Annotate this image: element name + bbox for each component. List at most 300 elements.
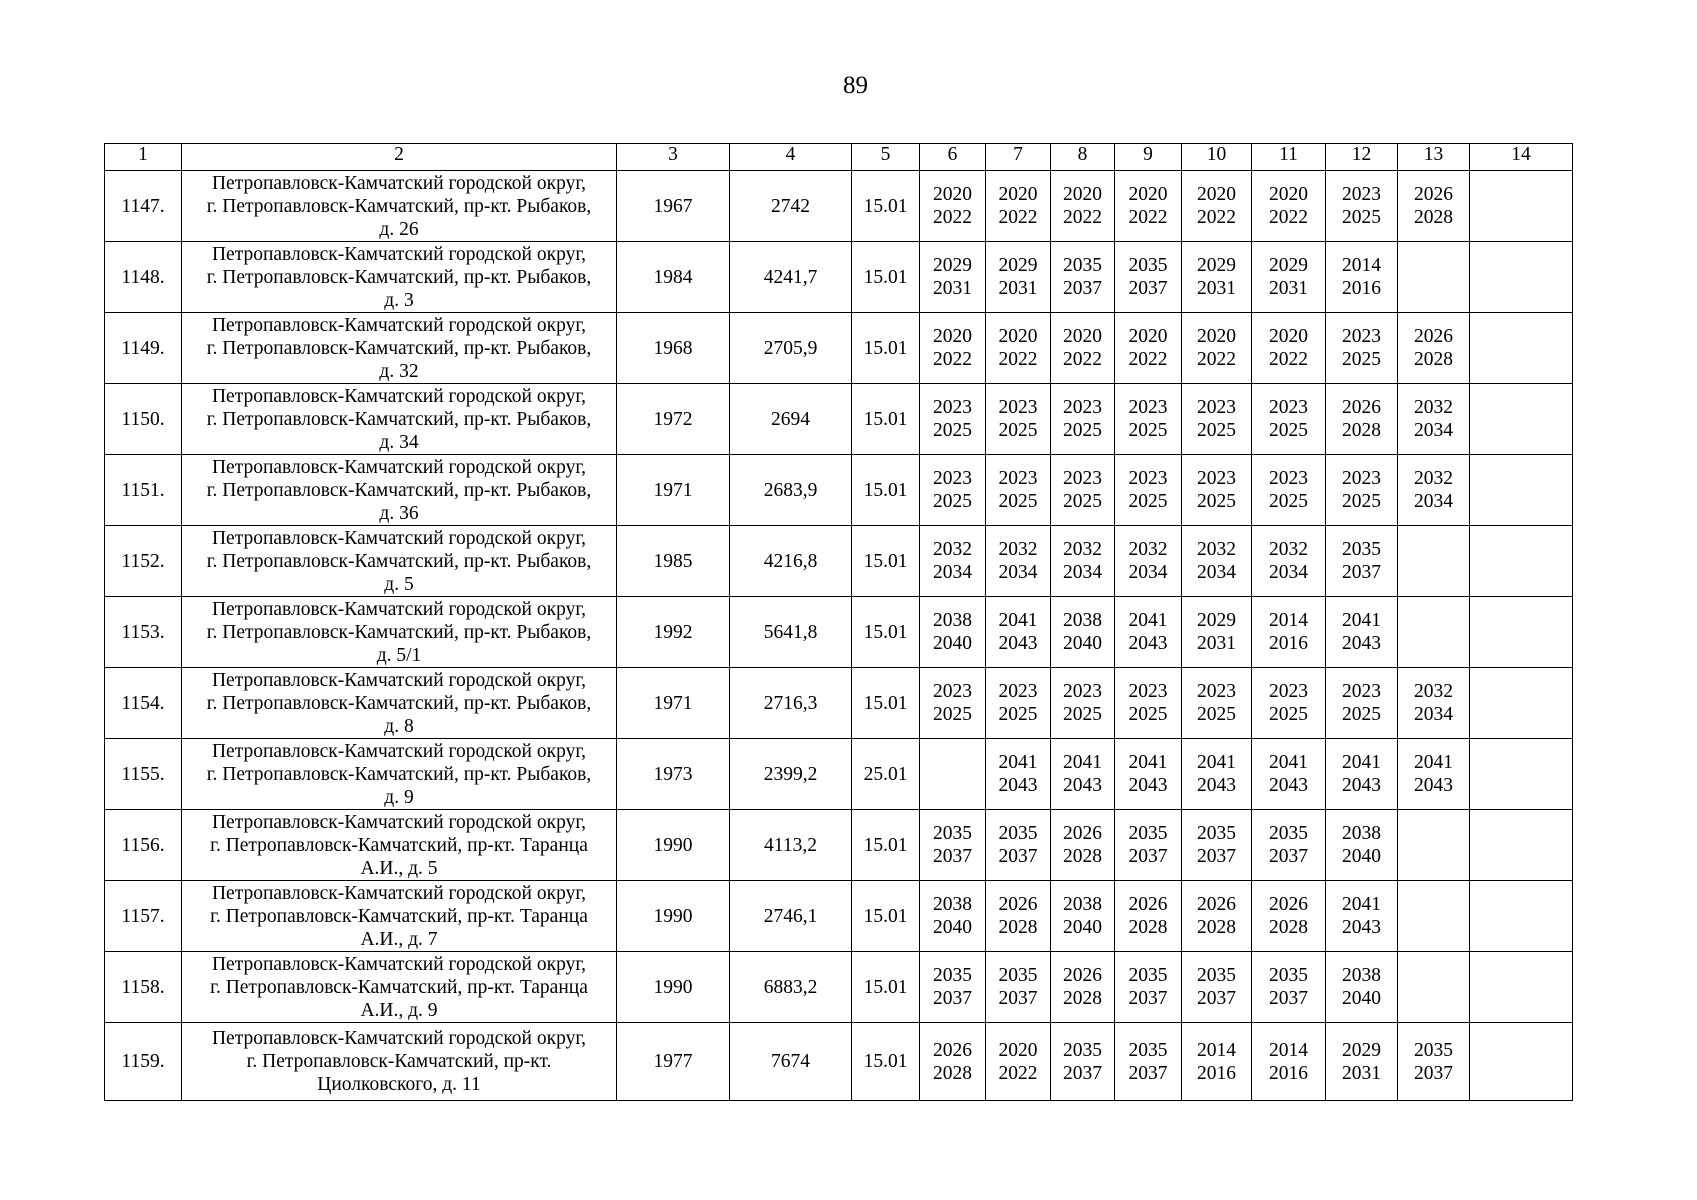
period-cell: [1182, 313, 1252, 384]
period-end: 2043: [1063, 775, 1102, 796]
period-end: 2031: [998, 278, 1038, 299]
period-start: 2020: [1269, 184, 1308, 205]
period-cell: [920, 1023, 986, 1101]
period-start: 2035: [933, 823, 972, 844]
period-end: 2028: [1414, 349, 1453, 370]
period-end: 2016: [1269, 1062, 1308, 1084]
period-end: 2025: [1342, 207, 1381, 228]
row-number: 1155.: [105, 739, 182, 810]
period-end: 2037: [1197, 846, 1236, 867]
address-line: Петропавловск-Камчатский городской округ,: [211, 598, 587, 620]
period-start: 2023: [1342, 326, 1381, 347]
period-start: 2041: [1342, 752, 1381, 773]
period-cell: [1182, 384, 1252, 455]
period-start: 2029: [1197, 255, 1236, 276]
period-cell: [1051, 952, 1115, 1023]
address-line: д. 8: [384, 715, 414, 737]
column-header: 12: [1326, 144, 1398, 171]
address-line: Петропавловск-Камчатский городской округ,: [211, 527, 587, 549]
period-cell: [1326, 1023, 1398, 1101]
address-line: г. Петропавловск-Камчатский, пр-кт. Рыбаков,: [206, 621, 592, 643]
type-code: 15.01: [852, 810, 920, 881]
period-cell: [986, 384, 1051, 455]
period-cell: [1470, 171, 1573, 242]
period-start: 2032: [1414, 468, 1453, 489]
total-area: 5641,8: [730, 597, 852, 668]
total-area: 4216,8: [730, 526, 852, 597]
address-line: д. 26: [379, 218, 419, 240]
period-start: 2032: [933, 539, 972, 560]
address-line: А.И., д. 5: [360, 857, 438, 879]
address-cell: [182, 881, 617, 952]
period-start: 2038: [1063, 610, 1102, 631]
period-cell: [986, 810, 1051, 881]
period-start: 2041: [1342, 610, 1381, 631]
address-line: Петропавловск-Камчатский городской округ,: [211, 740, 587, 762]
period-end: 2037: [1342, 562, 1381, 583]
period-end: 2034: [1414, 491, 1453, 512]
period-start: 2041: [998, 752, 1038, 773]
period-cell: [1252, 881, 1326, 952]
period-end: 2025: [1269, 704, 1308, 725]
address-line: Петропавловск-Камчатский городской округ,: [211, 669, 587, 691]
period-start: 2014: [1342, 255, 1381, 276]
period-cell: [1398, 810, 1470, 881]
period-end: 2025: [1128, 704, 1168, 725]
address-line: Петропавловск-Камчатский городской округ,: [211, 882, 587, 904]
type-code: 15.01: [852, 952, 920, 1023]
period-cell: [1398, 881, 1470, 952]
period-cell: [1115, 597, 1182, 668]
table-row: [105, 526, 1573, 597]
period-start: 2014: [1269, 1039, 1308, 1061]
period-cell: [1051, 881, 1115, 952]
row-number: 1147.: [105, 171, 182, 242]
period-cell: [986, 881, 1051, 952]
period-start: 2035: [1197, 965, 1236, 986]
period-start: 2035: [1269, 965, 1308, 986]
period-end: 2043: [1128, 775, 1168, 796]
row-number: 1149.: [105, 313, 182, 384]
column-header: 13: [1398, 144, 1470, 171]
period-cell: [1051, 668, 1115, 739]
period-start: 2020: [1063, 326, 1102, 347]
period-cell: [920, 171, 986, 242]
period-end: 2025: [1197, 491, 1236, 512]
period-end: 2022: [1128, 349, 1168, 370]
period-start: 2023: [1063, 397, 1102, 418]
period-cell: [920, 881, 986, 952]
column-header: 4: [730, 144, 852, 171]
period-end: 2028: [998, 917, 1038, 938]
period-cell: [920, 526, 986, 597]
period-end: 2040: [1342, 988, 1381, 1009]
table-row: [105, 739, 1573, 810]
column-header: 6: [920, 144, 986, 171]
period-end: 2028: [1342, 420, 1381, 441]
period-cell: [1051, 810, 1115, 881]
table-row: [105, 1023, 1573, 1101]
construction-year: 1971: [617, 455, 730, 526]
period-cell: [1115, 810, 1182, 881]
period-cell: [1398, 739, 1470, 810]
address-line: А.И., д. 7: [360, 928, 438, 950]
period-start: 2023: [998, 468, 1038, 489]
period-end: 2025: [1342, 704, 1381, 725]
period-end: 2025: [1063, 491, 1102, 512]
period-cell: [1115, 313, 1182, 384]
period-end: 2016: [1342, 278, 1381, 299]
period-cell: [1252, 597, 1326, 668]
period-end: 2037: [1063, 278, 1102, 299]
period-start: 2041: [1269, 752, 1308, 773]
period-end: 2028: [1414, 207, 1453, 228]
period-start: 2029: [933, 255, 972, 276]
address-line: г. Петропавловск-Камчатский, пр-кт.: [246, 1051, 552, 1072]
period-start: 2020: [933, 184, 972, 205]
period-start: 2038: [933, 894, 972, 915]
period-cell: [1051, 313, 1115, 384]
period-cell: [1398, 526, 1470, 597]
period-cell: [1252, 455, 1326, 526]
period-end: 2025: [998, 420, 1038, 441]
period-end: 2025: [1197, 420, 1236, 441]
construction-year: 1990: [617, 810, 730, 881]
type-code: 15.01: [852, 384, 920, 455]
period-end: 2034: [1063, 562, 1102, 583]
period-cell: [1252, 526, 1326, 597]
period-cell: [1182, 171, 1252, 242]
period-start: 2023: [1128, 397, 1168, 418]
table-row: [105, 455, 1573, 526]
period-start: 2023: [1342, 681, 1381, 702]
period-end: 2025: [1342, 491, 1381, 512]
period-end: 2022: [1063, 207, 1102, 228]
period-start: 2023: [1342, 184, 1381, 205]
period-cell: [1398, 242, 1470, 313]
period-start: 2026: [998, 894, 1038, 915]
period-start: 2032: [998, 539, 1038, 560]
period-start: 2020: [933, 326, 972, 347]
period-start: 2020: [998, 326, 1038, 347]
period-cell: [1182, 455, 1252, 526]
period-start: 2023: [1197, 468, 1236, 489]
period-start: 2023: [1063, 468, 1102, 489]
period-cell: [1115, 952, 1182, 1023]
period-cell: [1051, 171, 1115, 242]
period-cell: [986, 668, 1051, 739]
row-number: 1152.: [105, 526, 182, 597]
address-line: г. Петропавловск-Камчатский, пр-кт. Рыбаков,: [206, 550, 592, 572]
address-line: г. Петропавловск-Камчатский, пр-кт. Рыбаков,: [206, 763, 592, 785]
period-end: 2031: [933, 278, 972, 299]
address-line: Циолковского, д. 11: [317, 1074, 481, 1095]
period-cell: [1470, 455, 1573, 526]
column-header: 14: [1470, 144, 1573, 171]
period-end: 2040: [1342, 846, 1381, 867]
period-end: 2037: [933, 846, 972, 867]
address-cell: [182, 668, 617, 739]
period-start: 2032: [1128, 539, 1168, 560]
period-end: 2025: [1269, 420, 1308, 441]
total-area: 2694: [730, 384, 852, 455]
period-cell: [1470, 1023, 1573, 1101]
period-cell: [1115, 242, 1182, 313]
period-end: 2031: [1342, 1062, 1381, 1084]
period-end: 2043: [998, 775, 1038, 796]
type-code: 15.01: [852, 242, 920, 313]
period-start: 2023: [1197, 397, 1236, 418]
period-end: 2028: [1128, 917, 1168, 938]
table-row: [105, 597, 1573, 668]
period-start: 2035: [1063, 1039, 1102, 1061]
address-line: д. 9: [384, 786, 414, 808]
period-cell: [1252, 739, 1326, 810]
period-start: 2023: [1197, 681, 1236, 702]
column-header: 3: [617, 144, 730, 171]
period-cell: [920, 313, 986, 384]
period-start: 2023: [933, 681, 972, 702]
period-start: 2023: [998, 681, 1038, 702]
period-start: 2032: [1197, 539, 1236, 560]
total-area: 4241,7: [730, 242, 852, 313]
period-cell: [1182, 526, 1252, 597]
period-cell: [1115, 455, 1182, 526]
period-start: 2020: [1128, 326, 1168, 347]
address-cell: [182, 952, 617, 1023]
page-number: 89: [843, 72, 868, 99]
period-end: 2025: [998, 491, 1038, 512]
period-cell: [1470, 952, 1573, 1023]
row-number: 1156.: [105, 810, 182, 881]
period-end: 2028: [1197, 917, 1236, 938]
period-end: 2034: [1414, 420, 1453, 441]
period-cell: [986, 455, 1051, 526]
period-cell: [920, 952, 986, 1023]
period-cell: [1182, 739, 1252, 810]
column-header: 1: [105, 144, 182, 171]
period-cell: [1398, 597, 1470, 668]
period-end: 2037: [998, 988, 1038, 1009]
period-cell: [986, 739, 1051, 810]
period-cell: [1470, 881, 1573, 952]
construction-year: 1984: [617, 242, 730, 313]
address-cell: [182, 171, 617, 242]
period-cell: [1115, 739, 1182, 810]
period-cell: [1326, 668, 1398, 739]
period-end: 2025: [1128, 491, 1168, 512]
table-row: [105, 881, 1573, 952]
period-cell: [1115, 384, 1182, 455]
construction-year: 1968: [617, 313, 730, 384]
period-end: 2037: [1128, 1062, 1168, 1084]
address-line: А.И., д. 9: [360, 999, 438, 1021]
period-end: 2016: [1197, 1062, 1236, 1084]
table-row: [105, 952, 1573, 1023]
row-number: 1159.: [105, 1023, 182, 1101]
period-cell: [1051, 526, 1115, 597]
period-cell: [1252, 1023, 1326, 1101]
construction-year: 1972: [617, 384, 730, 455]
period-start: 2035: [1414, 1039, 1453, 1061]
period-start: 2023: [1269, 681, 1308, 702]
period-cell: [1252, 810, 1326, 881]
period-start: 2020: [1063, 184, 1102, 205]
construction-year: 1973: [617, 739, 730, 810]
construction-year: 1977: [617, 1023, 730, 1101]
period-start: 2020: [1128, 184, 1168, 205]
period-cell: [1398, 313, 1470, 384]
period-cell: [1398, 455, 1470, 526]
address-cell: [182, 810, 617, 881]
type-code: 15.01: [852, 1023, 920, 1101]
period-cell: [920, 384, 986, 455]
period-cell: [1182, 668, 1252, 739]
period-start: 2038: [1342, 823, 1381, 844]
period-cell: [1252, 384, 1326, 455]
period-cell: [1252, 313, 1326, 384]
period-end: 2022: [1197, 207, 1236, 228]
total-area: 2742: [730, 171, 852, 242]
construction-year: 1992: [617, 597, 730, 668]
header-row: [105, 144, 1573, 171]
total-area: 2399,2: [730, 739, 852, 810]
period-cell: [986, 597, 1051, 668]
period-end: 2025: [933, 704, 972, 725]
period-end: 2022: [1269, 207, 1308, 228]
period-cell: [1051, 1023, 1115, 1101]
period-end: 2028: [933, 1062, 972, 1084]
period-end: 2034: [933, 562, 972, 583]
period-start: 2020: [998, 184, 1038, 205]
period-end: 2022: [998, 349, 1038, 370]
period-end: 2037: [1414, 1062, 1453, 1084]
period-end: 2025: [1197, 704, 1236, 725]
address-cell: [182, 313, 617, 384]
period-end: 2037: [1128, 988, 1168, 1009]
address-line: Петропавловск-Камчатский городской округ,: [211, 456, 587, 478]
period-start: 2035: [998, 965, 1038, 986]
period-start: 2023: [933, 468, 972, 489]
period-cell: [1182, 952, 1252, 1023]
period-cell: [1326, 881, 1398, 952]
period-cell: [1398, 668, 1470, 739]
period-end: 2043: [1342, 633, 1381, 654]
period-end: 2025: [1342, 349, 1381, 370]
period-cell: [1470, 384, 1573, 455]
period-start: 2026: [1414, 184, 1453, 205]
period-end: 2022: [1197, 349, 1236, 370]
period-cell: [1051, 242, 1115, 313]
total-area: 2705,9: [730, 313, 852, 384]
period-end: 2022: [933, 207, 972, 228]
period-cell: [1326, 739, 1398, 810]
period-cell: [1470, 739, 1573, 810]
period-start: 2020: [998, 1039, 1038, 1061]
period-cell: [1470, 313, 1573, 384]
period-start: 2020: [1197, 326, 1236, 347]
period-cell: [1398, 384, 1470, 455]
address-line: Петропавловск-Камчатский городской округ,: [211, 385, 587, 407]
row-number: 1154.: [105, 668, 182, 739]
period-cell: [1470, 526, 1573, 597]
period-start: 2035: [1128, 1039, 1168, 1061]
period-start: 2023: [1063, 681, 1102, 702]
address-line: г. Петропавловск-Камчатский, пр-кт. Рыбаков,: [206, 408, 592, 430]
address-line: г. Петропавловск-Камчатский, пр-кт. Таранца: [210, 905, 588, 927]
period-end: 2025: [933, 491, 972, 512]
period-cell: [1326, 952, 1398, 1023]
period-cell: [1326, 242, 1398, 313]
period-start: 2026: [1197, 894, 1236, 915]
period-cell: [1051, 384, 1115, 455]
period-end: 2037: [998, 846, 1038, 867]
address-line: д. 5: [384, 573, 414, 595]
period-end: 2034: [998, 562, 1038, 583]
period-start: 2032: [1414, 397, 1453, 418]
period-start: 2023: [998, 397, 1038, 418]
period-end: 2022: [1128, 207, 1168, 228]
period-start: 2029: [1197, 610, 1236, 631]
type-code: 15.01: [852, 526, 920, 597]
period-start: 2026: [1342, 397, 1381, 418]
period-cell: [1182, 881, 1252, 952]
period-cell: [1398, 952, 1470, 1023]
row-number: 1148.: [105, 242, 182, 313]
period-end: 2031: [1269, 278, 1308, 299]
period-cell: [1051, 455, 1115, 526]
period-end: 2031: [1197, 633, 1236, 654]
period-cell: [1252, 668, 1326, 739]
table-row: [105, 668, 1573, 739]
period-end: 2028: [1063, 988, 1102, 1009]
row-number: 1157.: [105, 881, 182, 952]
period-cell: [1326, 455, 1398, 526]
address-line: г. Петропавловск-Камчатский, пр-кт. Рыбаков,: [206, 479, 592, 501]
registry-table: [104, 143, 1573, 1101]
period-end: 2028: [1063, 846, 1102, 867]
row-number: 1153.: [105, 597, 182, 668]
period-end: 2037: [1128, 278, 1168, 299]
table-row: [105, 171, 1573, 242]
period-cell: [1326, 597, 1398, 668]
construction-year: 1967: [617, 171, 730, 242]
period-end: 2037: [1197, 988, 1236, 1009]
period-start: 2032: [1414, 681, 1453, 702]
period-end: 2025: [998, 704, 1038, 725]
column-header: 5: [852, 144, 920, 171]
period-cell: [1115, 1023, 1182, 1101]
period-start: 2020: [1197, 184, 1236, 205]
period-end: 2025: [1063, 704, 1102, 725]
address-cell: [182, 597, 617, 668]
period-end: 2043: [1128, 633, 1168, 654]
period-cell: [1252, 952, 1326, 1023]
address-line: г. Петропавловск-Камчатский, пр-кт. Рыбаков,: [206, 337, 592, 359]
address-line: г. Петропавловск-Камчатский, пр-кт. Таранца: [210, 976, 588, 998]
period-cell: [1326, 810, 1398, 881]
address-cell: [182, 526, 617, 597]
construction-year: 1990: [617, 952, 730, 1023]
period-cell: [986, 952, 1051, 1023]
period-start: 2020: [1269, 326, 1308, 347]
address-cell: [182, 739, 617, 810]
period-cell: [1182, 1023, 1252, 1101]
address-cell: [182, 242, 617, 313]
period-cell: [1326, 313, 1398, 384]
period-start: 2035: [998, 823, 1038, 844]
period-cell: [1252, 242, 1326, 313]
